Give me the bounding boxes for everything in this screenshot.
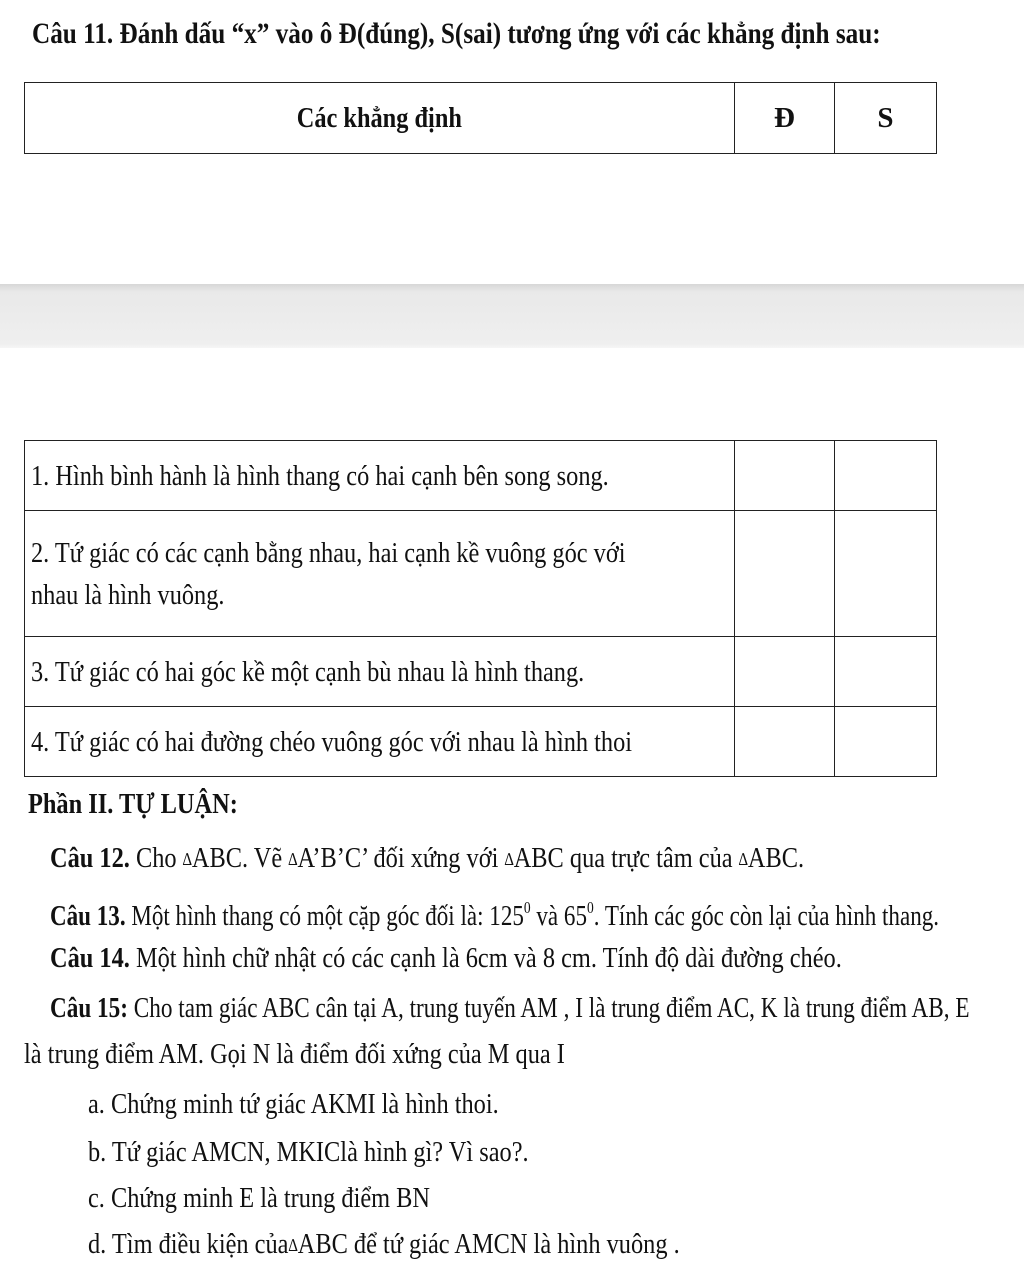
table-header-row [25,83,937,154]
checkbox-true-3[interactable] [735,637,835,707]
angle-value-2: 65 [563,900,587,932]
triangle-symbol: ∆ [288,1235,298,1255]
question-15-part-d: d. Tìm điều kiện của∆ABC để tứ giác AMCN là hình vuông . [88,1228,680,1260]
question-13-label: Câu 13. [50,900,126,932]
checkbox-false-3[interactable] [835,637,937,707]
question-11-heading [32,14,1024,54]
question-15-label: Câu 15: [50,992,128,1024]
question-14: Câu 14. Một hình chữ nhật có các cạnh là 6cm và 8 cm. Tính độ dài đường chéo. [50,942,842,974]
question-14-label: Câu 14. [50,942,130,974]
triangle-symbol: ∆ [738,849,748,869]
triangle-symbol: ∆ [182,849,192,869]
checkbox-false-1[interactable] [835,441,937,511]
true-false-table-header [24,82,937,154]
question-15-line-2: là trung điểm AM. Gọi N là điểm đối xứng của M qua I [24,1038,565,1070]
statement-4: 4. Tứ giác có hai đường chéo vuông góc với nhau là hình thoi [25,707,735,777]
question-11-title: Câu 11. Đánh dấu “x” vào ô Đ(đúng), S(sai) tương ứng với các khẳng định sau: [32,17,881,50]
question-12: Câu 12. Cho ∆ABC. Vẽ ∆A’B’C’ đối xứng với ∆ABC qua trực tâm của ∆ABC. [50,842,805,874]
statement-1: 1. Hình bình hành là hình thang có hai cạnh bên song song. [25,441,735,511]
question-15-part-b: b. Tứ giác AMCN, MKIClà hình gì? Vì sao?. [88,1136,529,1168]
question-15-part-c: c. Chứng minh E là trung điểm BN [88,1182,431,1214]
header-statements: Các khẳng định [25,83,735,154]
true-false-table-body [24,440,937,777]
question-15-line-1: Câu 15: Cho tam giác ABC cân tại A, trung tuyến AM , I là trung điểm AC, K là trung điểm AB, E [50,992,970,1024]
table-row [25,637,937,707]
table-row [25,707,937,777]
checkbox-true-2[interactable] [735,511,835,637]
header-false: S [835,83,937,154]
checkbox-false-2[interactable] [835,511,937,637]
section-2-title: Phần II. TỰ LUẬN: [28,788,238,820]
question-13: Câu 13. Một hình thang có một cặp góc đối là: $125^0$ và $65^0$. Tính các góc còn lại của hình thang. [50,898,940,932]
question-15-part-a: a. Chứng minh tứ giác AKMI là hình thoi. [88,1088,499,1120]
page-break-band [0,284,1024,348]
question-12-label: Câu 12. [50,842,130,874]
angle-value-1: 125 [489,900,524,932]
triangle-symbol: ∆ [288,849,298,869]
statement-3: 3. Tứ giác có hai góc kề một cạnh bù nhau là hình thang. [25,637,735,707]
statement-2: 2. Tứ giác có các cạnh bằng nhau, hai cạnh kề vuông góc với nhau là hình vuông. [25,511,735,637]
table-row [25,441,937,511]
table-row [25,511,937,637]
checkbox-true-1[interactable] [735,441,835,511]
triangle-symbol: ∆ [504,849,514,869]
header-true: Đ [735,83,835,154]
checkbox-true-4[interactable] [735,707,835,777]
checkbox-false-4[interactable] [835,707,937,777]
